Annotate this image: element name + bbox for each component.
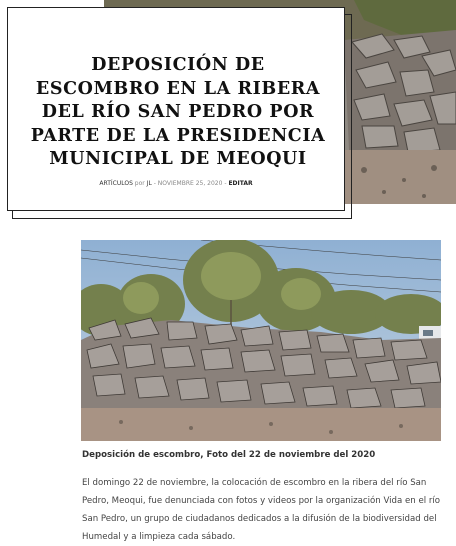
photo-caption: Deposición de escombro, Foto del 22 de noviembre del 2020	[82, 450, 376, 460]
author-link[interactable]: JL	[146, 180, 152, 187]
date-label: - NOVIEMBRE 25, 2020 -	[153, 180, 227, 187]
article-meta	[8, 180, 344, 187]
article-photo	[81, 240, 441, 441]
article-title: DEPOSICIÓN DE ESCOMBRO EN LA RIBERA DEL RÍO SAN PEDRO POR PARTE DE LA PRESIDENCIA MUNICIPAL DE MEOQUI	[30, 55, 326, 169]
title-card	[7, 7, 345, 211]
article-paragraph: El domingo 22 de noviembre, la colocación de escombro en la ribera del río San Pedro, Meoqui, fue denunciada con fotos y videos por la organización Vida en el río San Pedro, un grupo de ciudadanos dedicados a la difusión de la biodiversidad del Humedal y a limpieza cada sábado.	[82, 478, 441, 542]
edit-link[interactable]: EDITAR	[228, 180, 253, 187]
category-link[interactable]: ARTÍCULOS	[99, 180, 133, 187]
by-label: por	[134, 180, 145, 187]
